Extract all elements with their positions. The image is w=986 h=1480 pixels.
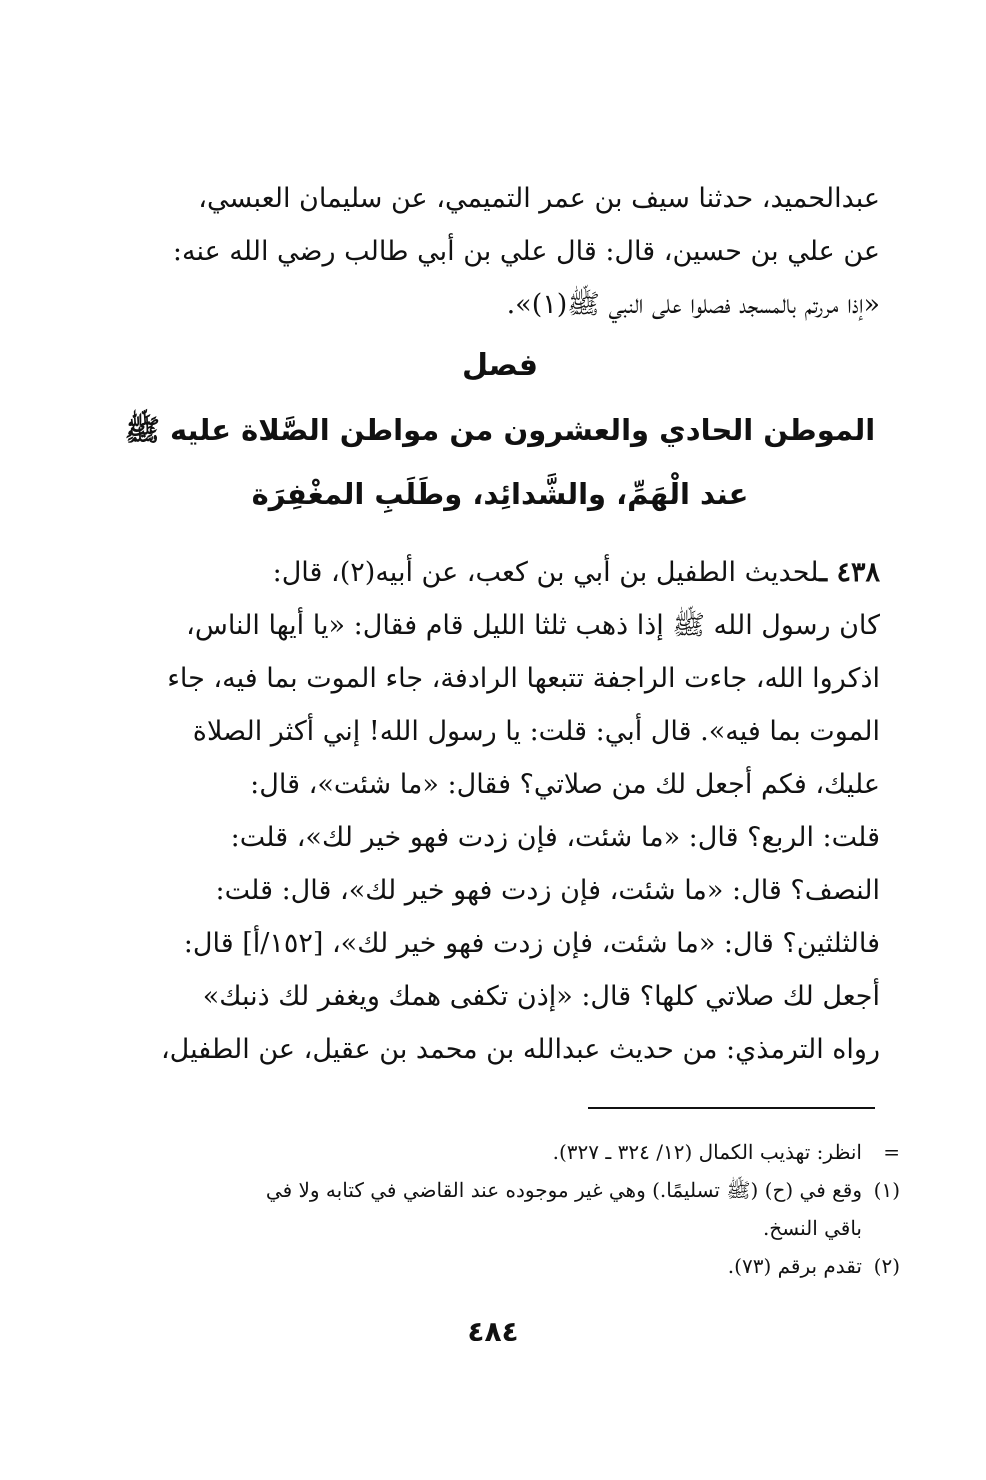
- text-line: كان رسول الله ﷺ إذا ذهب ثلثا الليل قام فقال: «يا أيها الناس،: [186, 610, 880, 641]
- text-line: [120, 546, 880, 599]
- footnote-text: انظر: تهذيب الكمال (١٢/ ٣٢٤ ـ ٣٢٧).: [552, 1140, 862, 1164]
- footnote-mark: =: [883, 1140, 900, 1164]
- footnote-text: وقع في (ح) (ﷺ تسليمًا.) وهي غير موجوده عند القاضي في كتابه ولا في: [265, 1178, 862, 1202]
- chapter-title: الموطن الحادي والعشرون من مواطن الصَّلاة عليه ﷺ: [124, 413, 876, 447]
- text-line: اذكروا الله، جاءت الراجفة تتبعها الرادفة، جاء الموت بما فيه، جاء: [167, 663, 880, 694]
- footnote-item: [110, 1133, 900, 1171]
- hadith-paragraph: [120, 546, 880, 1076]
- footnote-divider: [588, 1107, 875, 1109]
- page-number: ٤٨٤: [467, 1315, 519, 1348]
- footnote-item: [110, 1171, 900, 1209]
- text-line: رواه الترمذي: من حديث عبدالله بن محمد بن عقيل، عن الطفيل،: [160, 1034, 880, 1065]
- text-line: النصف؟ قال: «ما شئت، فإن زدت فهو خير لك»، قال: قلت:: [215, 875, 880, 906]
- footnotes: [110, 1133, 900, 1285]
- section-heading: فصل: [462, 348, 538, 383]
- text-line: قلت: الربع؟ قال: «ما شئت، فإن زدت فهو خير لك»، قلت:: [230, 822, 880, 853]
- text-line: «إذا مررتم بالمسجد فصلوا على النبي ﷺ(١)».: [506, 289, 880, 320]
- footnote-text: تقدم برقم (٧٣).: [727, 1254, 862, 1278]
- footnote-text: باقي النسخ.: [762, 1216, 862, 1240]
- hadith-number: ٤٣٨ ـ: [819, 557, 880, 588]
- footnote-item: [110, 1247, 900, 1285]
- chapter-subtitle: عند الْهَمِّ، والشَّدائِد، وطَلَبِ المغْفِرَة: [251, 477, 749, 511]
- hadith-first-line: لحديث الطفيل بن أبي بن كعب، عن أبيه(٢)، قال:: [272, 557, 820, 588]
- footnote-item-continuation: [110, 1209, 900, 1247]
- text-line: عن علي بن حسين، قال: قال علي بن أبي طالب رضي الله عنه:: [172, 236, 880, 267]
- text-line: أجعل لك صلاتي كلها؟ قال: «إذن تكفى همك ويغفر لك ذنبك»: [202, 981, 880, 1012]
- continuation-text: [120, 172, 880, 331]
- text-line: عبدالحميد، حدثنا سيف بن عمر التميمي، عن سليمان العبسي،: [198, 183, 880, 214]
- text-line: الموت بما فيه». قال أبي: قلت: يا رسول الله! إني أكثر الصلاة: [192, 716, 880, 747]
- footnote-mark: (١): [873, 1178, 900, 1202]
- text-line: عليك، فكم أجعل لك من صلاتي؟ فقال: «ما شئت»، قال:: [250, 769, 880, 800]
- text-line: فالثلثين؟ قال: «ما شئت، فإن زدت فهو خير لك»، [١٥٢/أ] قال:: [183, 928, 880, 959]
- footnote-mark: (٢): [873, 1254, 900, 1278]
